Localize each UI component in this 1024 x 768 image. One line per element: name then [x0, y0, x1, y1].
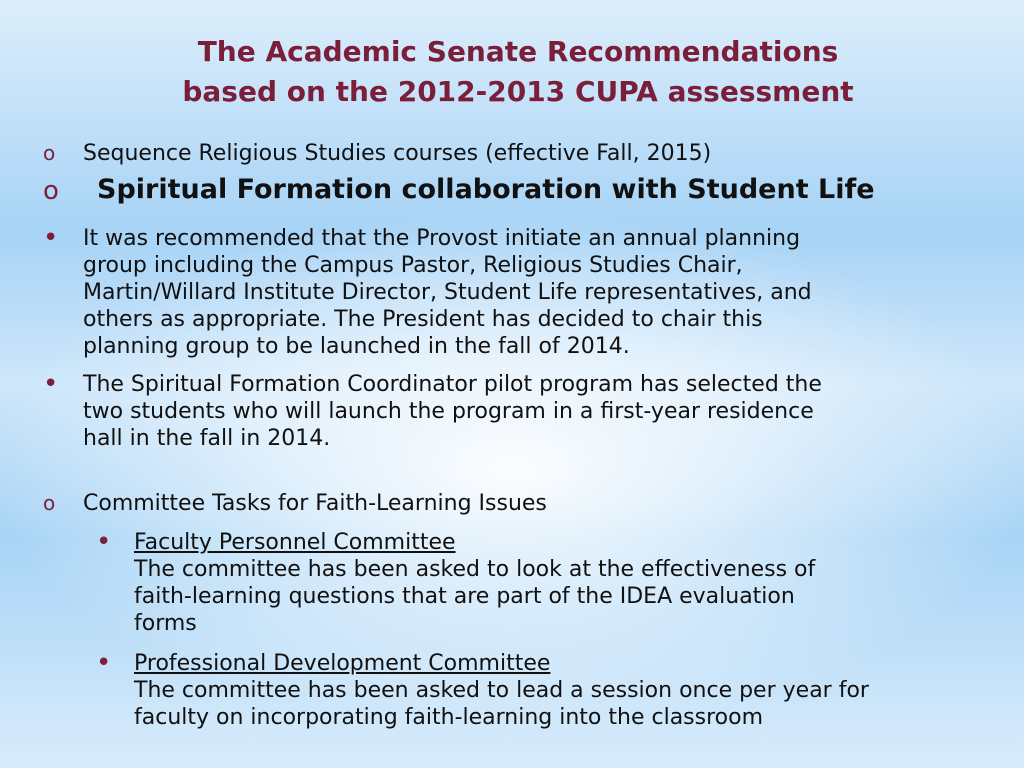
paragraph-line: faculty on incorporating faith-learning into the classroom: [134, 705, 764, 730]
item-text: Spiritual Formation collaboration with Student Life: [97, 174, 875, 205]
paragraph-line: hall in the fall in 2014.: [83, 426, 331, 451]
paragraph-line: It was recommended that the Provost initiate an annual planning: [83, 226, 801, 251]
committee-heading: Faculty Personnel Committee: [134, 530, 456, 555]
sub-item-content: [134, 650, 869, 731]
paragraph-line: The committee has been asked to lead a session once per year for: [134, 678, 869, 703]
paragraph-line: others as appropriate. The President has decided to chair this: [83, 307, 763, 332]
dot-bullet-icon: •: [43, 369, 59, 399]
item-text: Sequence Religious Studies courses (effective Fall, 2015): [83, 141, 712, 166]
paragraph-line: The Spiritual Formation Coordinator pilot program has selected the: [83, 372, 822, 397]
paragraph-line: The committee has been asked to look at the effectiveness of: [134, 557, 816, 582]
paragraph-line: Martin/Willard Institute Director, Student Life representatives, and: [83, 280, 812, 305]
dot-bullet-icon: •: [96, 648, 112, 678]
circle-bullet-icon: o: [43, 491, 56, 515]
committee-heading: Professional Development Committee: [134, 651, 551, 676]
paragraph-line: faith-learning questions that are part of the IDEA evaluation: [134, 584, 795, 609]
item-paragraph: [83, 225, 812, 360]
dot-bullet-icon: •: [96, 527, 112, 557]
paragraph-line: two students who will launch the program in a first-year residence: [83, 399, 814, 424]
dot-bullet-icon: •: [43, 223, 59, 253]
circle-bullet-icon: o: [43, 141, 56, 165]
paragraph-line: forms: [134, 611, 197, 636]
item-text: Committee Tasks for Faith-Learning Issues: [83, 491, 547, 516]
circle-bullet-icon: o: [43, 176, 59, 206]
paragraph-line: group including the Campus Pastor, Religious Studies Chair,: [83, 253, 743, 278]
paragraph-line: planning group to be launched in the fall of 2014.: [83, 334, 630, 359]
item-paragraph: [83, 371, 822, 452]
title-line-1: The Academic Senate Recommendations: [197, 35, 839, 68]
sub-item-content: [134, 529, 815, 637]
slide-title: [0, 32, 1024, 112]
title-line-2: based on the 2012-2013 CUPA assessment: [182, 75, 854, 108]
